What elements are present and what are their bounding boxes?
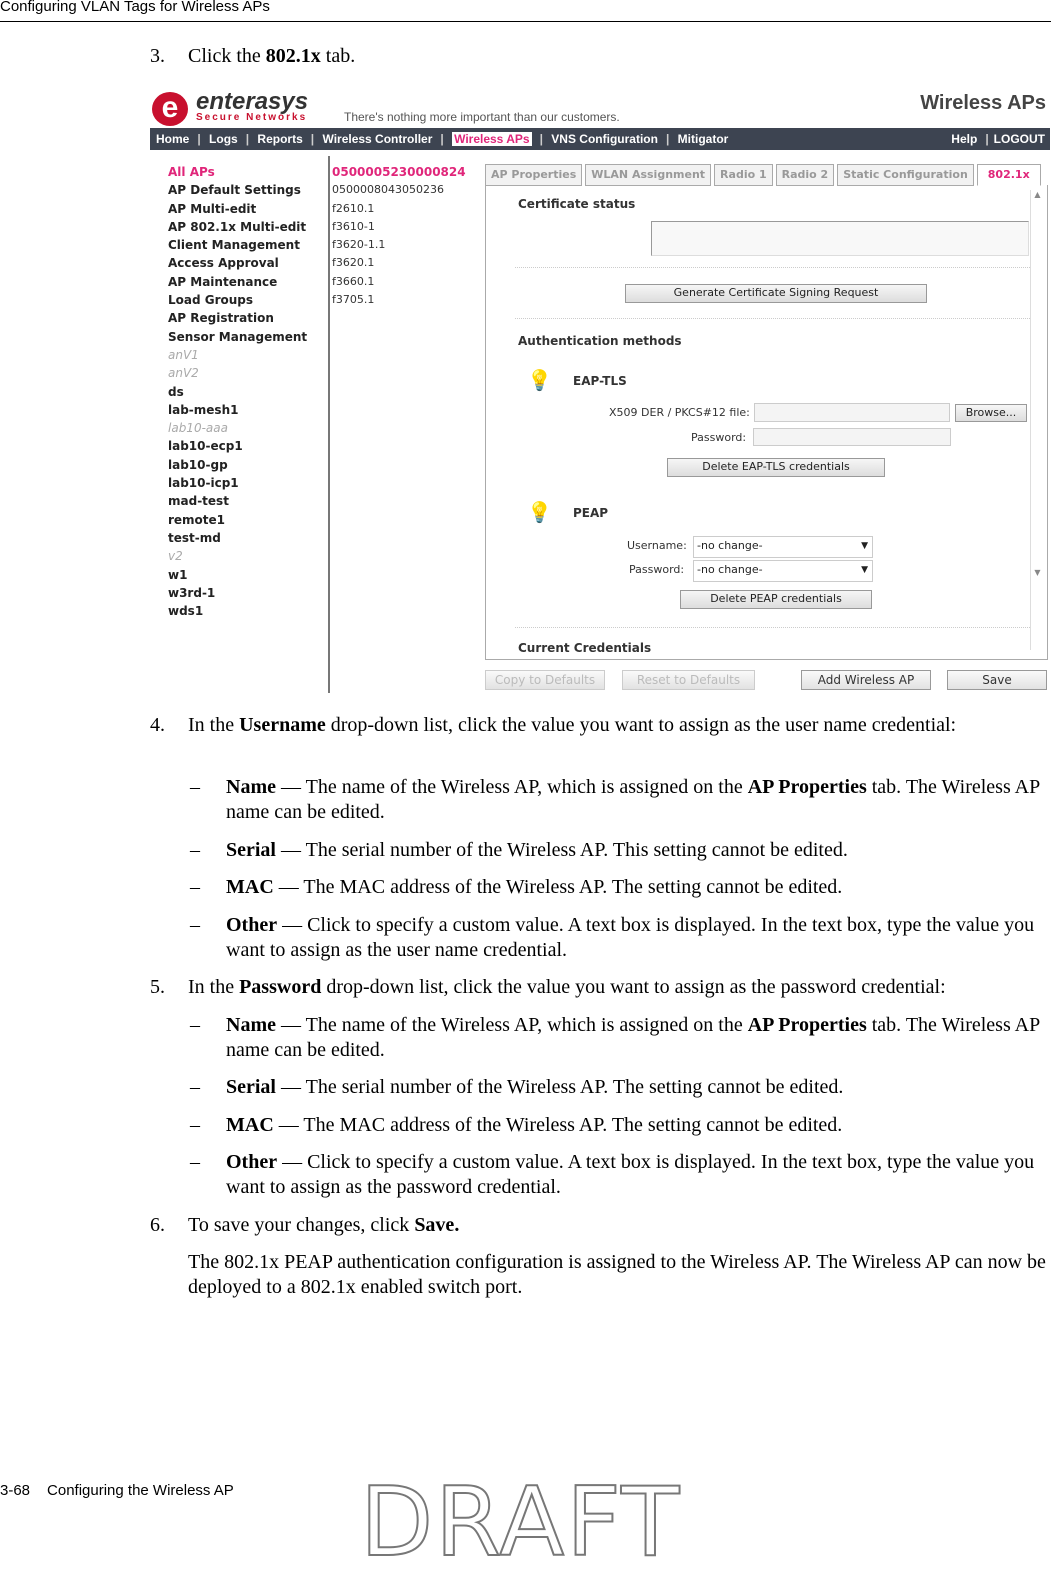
left-menu-item[interactable]: test-md	[168, 530, 221, 545]
text: — The name of the Wireless AP, which is assigned on the	[275, 776, 748, 798]
bullet-dash: –	[190, 839, 200, 861]
ap-serial-item[interactable]: 0500008043050236	[332, 183, 444, 197]
text: — The serial number of the Wireless AP. This setting cannot be edited.	[276, 839, 848, 861]
bullet-dash: –	[190, 1114, 200, 1136]
main-nav: Home | Logs | Reports | Wireless Controller | Wireless APs | VNS Configuration | Mitigator Help | LOGOUT	[150, 128, 1050, 150]
nav-wireless-controller[interactable]: Wireless Controller	[322, 132, 433, 146]
left-menu-item[interactable]: wds1	[168, 604, 204, 619]
left-menu	[168, 163, 307, 620]
left-menu-item[interactable]: mad-test	[168, 494, 229, 509]
ap-serial-item[interactable]: f2610.1	[332, 201, 375, 215]
step-5-text	[188, 975, 1050, 1000]
page-number: 3-68	[0, 1482, 31, 1499]
step-6-text	[188, 1213, 1050, 1238]
bullet-dash: –	[190, 776, 200, 798]
left-menu-item[interactable]: AP Maintenance	[168, 274, 278, 289]
ap-serial-item[interactable]: f3610-1	[332, 219, 375, 233]
peap-heading: PEAP	[573, 506, 609, 520]
left-menu-item[interactable]: anV1	[168, 347, 199, 362]
add-wireless-ap-button[interactable]: Add Wireless AP	[801, 670, 931, 690]
term: MAC	[226, 1114, 274, 1136]
step-4-text	[188, 713, 1050, 738]
nav-logs[interactable]: Logs	[209, 132, 238, 146]
tab-static-configuration[interactable]: Static Configuration	[837, 164, 974, 186]
footer-section: Configuring the Wireless AP	[47, 1482, 234, 1499]
left-menu-item[interactable]: AP Default Settings	[168, 183, 301, 198]
delete-peap-button[interactable]: Delete PEAP credentials	[680, 590, 872, 609]
password-value: -no change-	[697, 563, 763, 576]
browse-button[interactable]: Browse...	[955, 404, 1027, 422]
term: MAC	[226, 876, 274, 898]
term: Serial	[226, 839, 276, 861]
peap-password-label: Password:	[629, 563, 685, 576]
definition-item	[226, 1113, 1050, 1138]
nav-reports[interactable]: Reports	[257, 132, 303, 146]
text: drop-down list, click the value you want to assign as the password credential:	[321, 976, 946, 998]
screenshot-wireless-aps	[150, 90, 1050, 693]
left-menu-item[interactable]: AP Multi-edit	[168, 201, 257, 216]
step-number: 3.	[150, 45, 165, 67]
step-number: 4.	[150, 714, 165, 736]
bullet-dash: –	[190, 1151, 200, 1173]
authentication-methods-heading: Authentication methods	[518, 334, 682, 348]
text: — Click to specify a custom value. A text box is displayed. In the text box, type the value you want to assign as the password credential.	[226, 1151, 1035, 1198]
column-divider	[328, 156, 330, 693]
left-menu-item[interactable]: Load Groups	[168, 293, 254, 308]
step-number: 6.	[150, 1214, 165, 1236]
nav-logout[interactable]: LOGOUT	[993, 132, 1045, 146]
left-menu-item[interactable]: anV2	[168, 366, 199, 381]
text: tab. The Wireless AP name can be edited.	[226, 776, 1040, 823]
tab-radio-2[interactable]: Radio 2	[776, 164, 835, 186]
text: tab. The Wireless AP name can be edited.	[226, 1014, 1040, 1061]
username-dropdown[interactable]	[693, 536, 873, 558]
term: Name	[226, 1014, 276, 1036]
result-paragraph: The 802.1x PEAP authentication configuration is assigned to the Wireless AP. The Wireless AP can now be deployed to a 802.1x enabled switch port.	[188, 1251, 1046, 1298]
x509-file-label: X509 DER / PKCS#12 file:	[609, 406, 750, 419]
bullet-dash: –	[190, 1014, 200, 1036]
left-menu-item[interactable]: lab-mesh1	[168, 402, 239, 417]
nav-help[interactable]: Help	[951, 132, 978, 146]
left-menu-item[interactable]: lab10-aaa	[168, 421, 228, 436]
left-menu-item[interactable]: lab10-icp1	[168, 476, 239, 491]
left-menu-item[interactable]: ds	[168, 384, 184, 399]
text: In the	[188, 976, 240, 998]
vertical-scrollbar[interactable]: ▲ ▼	[1030, 190, 1044, 650]
copy-to-defaults-button[interactable]: Copy to Defaults	[485, 670, 605, 690]
delete-eap-tls-button[interactable]: Delete EAP-TLS credentials	[667, 458, 885, 477]
left-menu-item[interactable]: Sensor Management	[168, 329, 308, 344]
lightbulb-icon: 💡	[527, 368, 552, 392]
text: Click the	[188, 45, 266, 67]
left-menu-item[interactable]: AP Registration	[168, 311, 274, 326]
password-dropdown[interactable]	[693, 560, 873, 582]
bullet-dash: –	[190, 1076, 200, 1098]
definition-item	[226, 1013, 1050, 1063]
text: — Click to specify a custom value. A text box is displayed. In the text box, type the value you want to assign as the user name credential.	[226, 914, 1035, 961]
tagline: There's nothing more important than our customers.	[344, 110, 620, 124]
left-menu-item[interactable]: Client Management	[168, 238, 300, 253]
definition-item	[226, 913, 1050, 963]
text: — The name of the Wireless AP, which is assigned on the	[275, 1014, 748, 1036]
ap-serial-item[interactable]: f3705.1	[332, 293, 375, 307]
left-menu-item[interactable]: lab10-ecp1	[168, 439, 243, 454]
running-header: Configuring VLAN Tags for Wireless APs	[0, 0, 270, 15]
definition-item	[226, 838, 1050, 863]
reset-to-defaults-button[interactable]: Reset to Defaults	[622, 670, 755, 690]
term: Serial	[226, 1076, 276, 1098]
bullet-dash: –	[190, 914, 200, 936]
term: AP Properties	[747, 776, 867, 798]
eap-password-label: Password:	[691, 431, 747, 444]
divider	[515, 267, 1030, 268]
term: Name	[226, 776, 276, 798]
ap-serial-list	[332, 163, 466, 309]
chevron-down-icon: ▼	[861, 541, 868, 551]
nav-mitigator[interactable]: Mitigator	[677, 132, 729, 146]
text: To save your changes, click	[188, 1214, 415, 1236]
save-button[interactable]: Save	[947, 670, 1047, 690]
term: Username	[239, 714, 326, 736]
page-title: Wireless APs	[920, 92, 1046, 114]
divider	[515, 627, 1030, 628]
lightbulb-icon: 💡	[527, 500, 552, 524]
text: tab.	[320, 45, 356, 67]
term: Other	[226, 914, 278, 936]
text: In the	[188, 714, 240, 736]
enterasys-logo-icon: e	[152, 92, 188, 126]
generate-csr-button[interactable]: Generate Certificate Signing Request	[625, 284, 927, 303]
left-menu-item[interactable]: v2	[168, 549, 183, 564]
step-number: 5.	[150, 976, 165, 998]
tab-radio-1[interactable]: Radio 1	[714, 164, 773, 186]
x509-file-input[interactable]	[754, 403, 950, 422]
username-value: -no change-	[697, 539, 763, 552]
page-footer	[0, 1482, 234, 1499]
step-3-text	[188, 44, 1050, 69]
divider	[515, 318, 1030, 319]
eap-password-input[interactable]	[753, 428, 951, 446]
term: AP Properties	[747, 1014, 867, 1036]
tab-ap-properties[interactable]: AP Properties	[485, 164, 582, 186]
term: Password	[239, 976, 322, 998]
definition-item	[226, 875, 1050, 900]
left-menu-item[interactable]: lab10-gp	[168, 457, 228, 472]
tab-wlan-assignment[interactable]: WLAN Assignment	[585, 164, 711, 186]
term: Save.	[414, 1214, 460, 1236]
definition-item	[226, 775, 1050, 825]
term: Other	[226, 1151, 278, 1173]
header-rule	[0, 21, 1051, 22]
ap-serial-item[interactable]: f3620.1	[332, 256, 375, 270]
eap-tls-heading: EAP-TLS	[573, 374, 627, 388]
ap-serial-item[interactable]: f3620-1.1	[332, 238, 386, 252]
text: — The serial number of the Wireless AP. The setting cannot be edited.	[276, 1076, 844, 1098]
left-menu-item[interactable]: w3rd-1	[168, 585, 216, 600]
current-credentials-heading: Current Credentials	[518, 641, 652, 655]
nav-home[interactable]: Home	[156, 132, 190, 146]
left-menu-item[interactable]: remote1	[168, 512, 226, 527]
definition-item	[226, 1150, 1050, 1200]
left-menu-item[interactable]: All APs	[168, 165, 215, 179]
tab-802-1x[interactable]: 802.1x	[977, 164, 1041, 186]
ap-tabs	[485, 164, 1041, 186]
left-menu-item[interactable]: Access Approval	[168, 256, 279, 271]
chevron-down-icon: ▼	[861, 565, 868, 575]
brand-subtitle: Secure Networks	[196, 112, 308, 123]
text: — The MAC address of the Wireless AP. The setting cannot be edited.	[273, 1114, 843, 1136]
brand-name: enterasys	[196, 90, 309, 115]
left-menu-item[interactable]: AP 802.1x Multi-edit	[168, 219, 307, 234]
802-1x-panel	[485, 185, 1048, 660]
nav-wireless-aps[interactable]: Wireless APs	[454, 132, 530, 146]
nav-vns-configuration[interactable]: VNS Configuration	[551, 132, 658, 146]
certificate-status-box	[651, 221, 1029, 256]
ap-serial-item[interactable]: f3660.1	[332, 274, 375, 288]
certificate-status-heading: Certificate status	[518, 197, 636, 211]
bullet-dash: –	[190, 876, 200, 898]
draft-watermark: DRAFT	[360, 1468, 682, 1578]
ap-serial-item[interactable]: 0500005230000824	[332, 165, 466, 179]
definition-item	[226, 1075, 1050, 1100]
text: drop-down list, click the value you want to assign as the user name credential:	[325, 714, 957, 736]
text: — The MAC address of the Wireless AP. The setting cannot be edited.	[273, 876, 843, 898]
left-menu-item[interactable]: w1	[168, 567, 188, 582]
username-label: Username:	[627, 539, 687, 552]
term: 802.1x	[265, 45, 321, 67]
